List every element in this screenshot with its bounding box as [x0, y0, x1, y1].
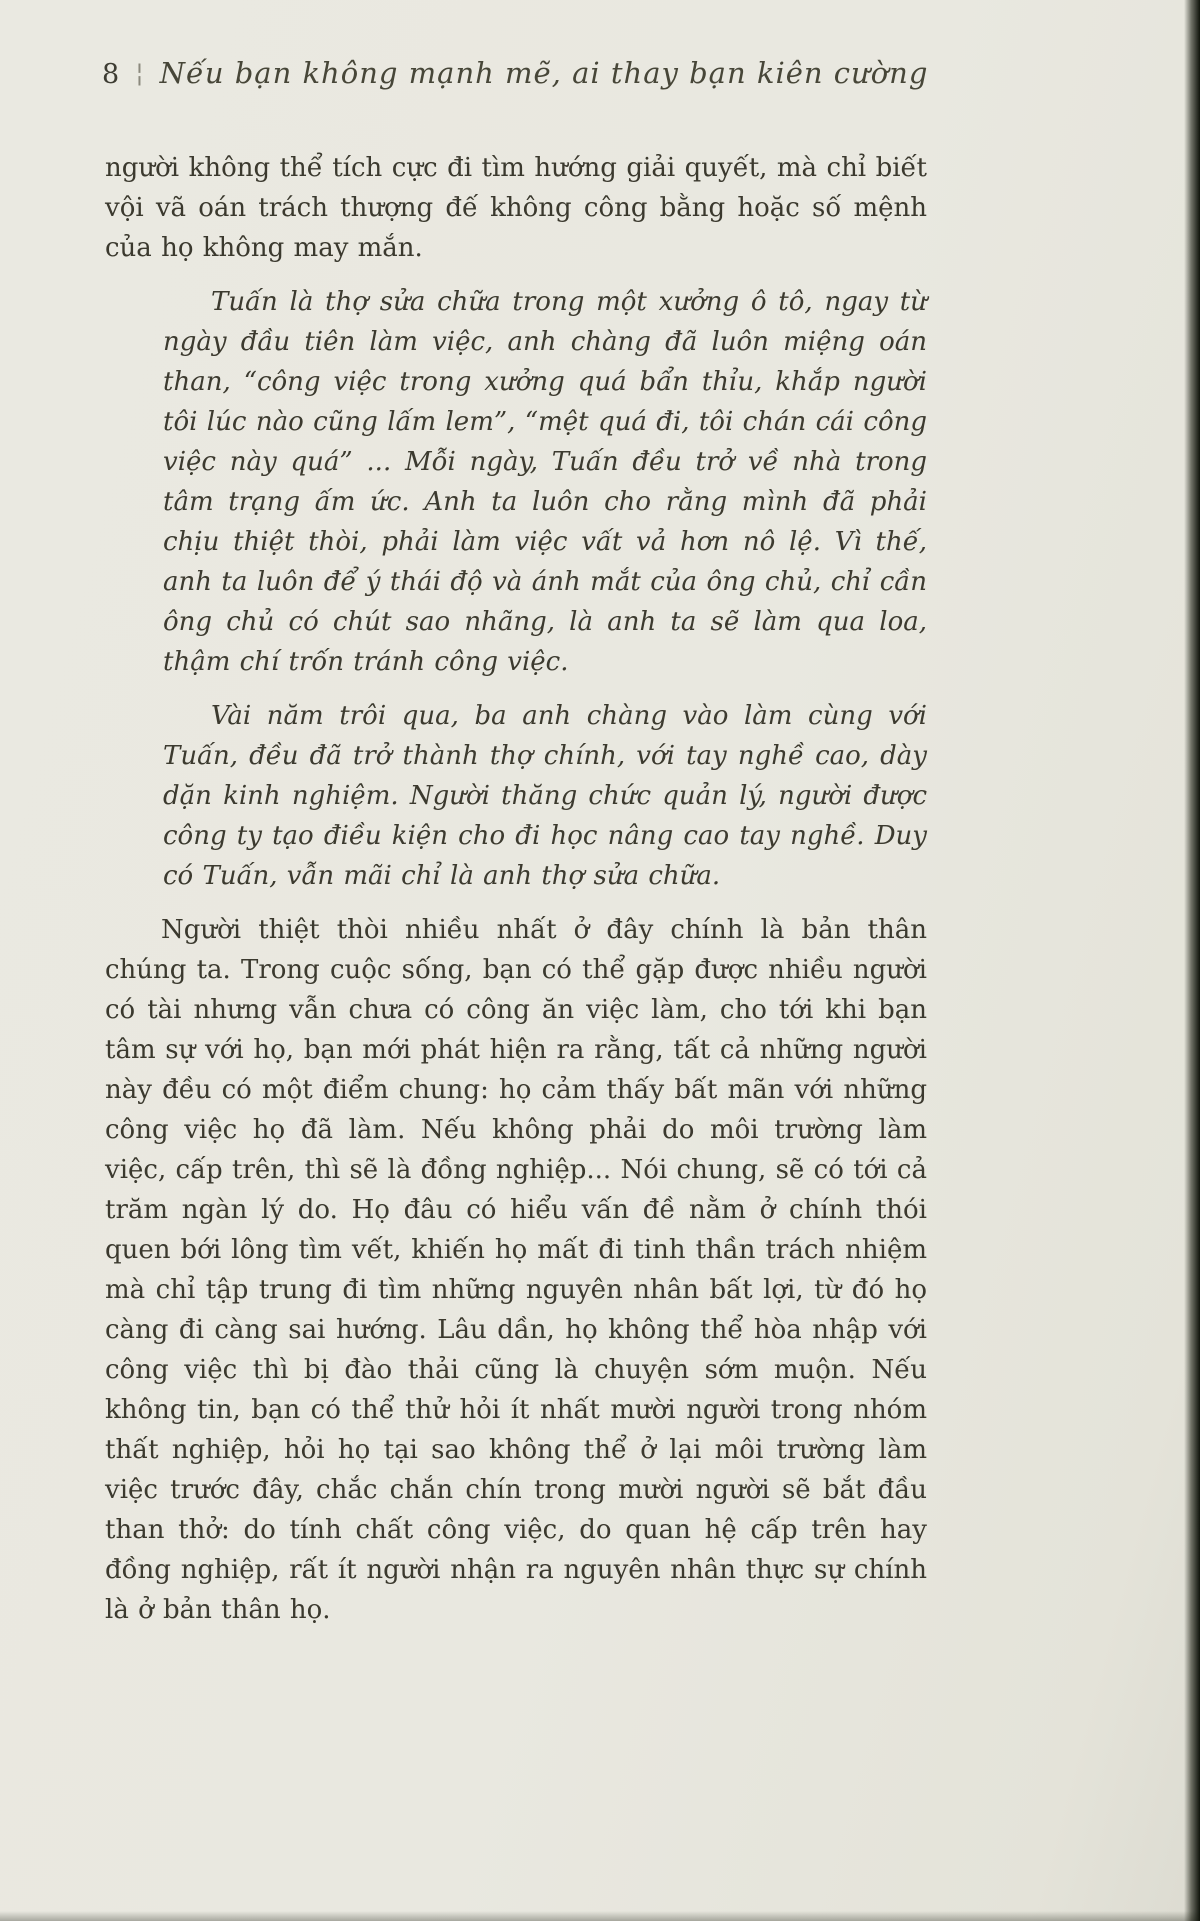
paragraph-commentary: Người thiệt thòi nhiều nhất ở đây chính là bản thân chúng ta. Trong cuộc sống, bạn có thể gặp được nhiều người có tài nhưng vẫn chưa có công ăn việc làm, cho tới khi bạn tâm sự với họ, bạn mới phát hiện ra rằng, tất cả những người này đều có một điểm chung: họ cảm thấy bất mãn với những công việc họ đã làm. Nếu không phải do môi trường làm việc, cấp trên, thì sẽ là đồng nghiệp... Nói chung, sẽ có tới cả trăm ngàn lý do. Họ đâu có hiểu vấn đề nằm ở chính thói quen bới lông tìm vết, khiến họ mất đi tinh thần trách nhiệm mà chỉ tập trung đi tìm những nguyên nhân bất lợi, từ đó họ càng đi càng sai hướng. Lâu dần, họ không thể hòa nhập với công việc thì bị đào thải cũng là chuyện sớm muộn. Nếu không tin, bạn có thể thử hỏi ít nhất mười người trong nhóm thất nghiệp, hỏi họ tại sao không thể ở lại môi trường làm việc trước đây, chắc chắn chín trong mười người sẽ bắt đầu than thở: do tính chất công việc, do quan hệ cấp trên hay đồng nghiệp, rất ít người nhận ra nguyên nhân thực sự chính là ở bản thân họ.	[105, 915, 927, 1625]
paragraph-continuation: người không thể tích cực đi tìm hướng giải quyết, mà chỉ biết vội vã oán trách thượng đế không công bằng hoặc số mệnh của họ không may mắn.	[105, 153, 927, 263]
paragraph-story-2: Vài năm trôi qua, ba anh chàng vào làm cùng với Tuấn, đều đã trở thành thợ chính, với tay nghề cao, dày dặn kinh nghiệm. Người thăng chức quản lý, người được công ty tạo điều kiện cho đi học nâng cao tay nghề. Duy có Tuấn, vẫn mãi chỉ là anh thợ sửa chữa.	[163, 701, 927, 891]
header-divider: ¦	[135, 58, 144, 87]
running-title: Nếu bạn không mạnh mẽ, ai thay bạn kiên cường	[159, 56, 929, 90]
page-header	[102, 56, 928, 90]
paragraph-story-1: Tuấn là thợ sửa chữa trong một xưởng ô tô, ngay từ ngày đầu tiên làm việc, anh chàng đã luôn miệng oán than, “công việc trong xưởng quá bẩn thỉu, khắp người tôi lúc nào cũng lấm lem”, “mệt quá đi, tôi chán cái công việc này quá” ... Mỗi ngày, Tuấn đều trở về nhà trong tâm trạng ấm ức. Anh ta luôn cho rằng mình đã phải chịu thiệt thòi, phải làm việc vất vả hơn nô lệ. Vì thế, anh ta luôn để ý thái độ và ánh mắt của ông chủ, chỉ cần ông chủ có chút sao nhãng, là anh ta sẽ làm qua loa, thậm chí trốn tránh công việc.	[163, 287, 927, 677]
page-content	[105, 148, 927, 1644]
scan-edge-right	[1184, 0, 1200, 1921]
page-number: 8	[102, 59, 120, 90]
scan-edge-bottom	[0, 1911, 1200, 1921]
